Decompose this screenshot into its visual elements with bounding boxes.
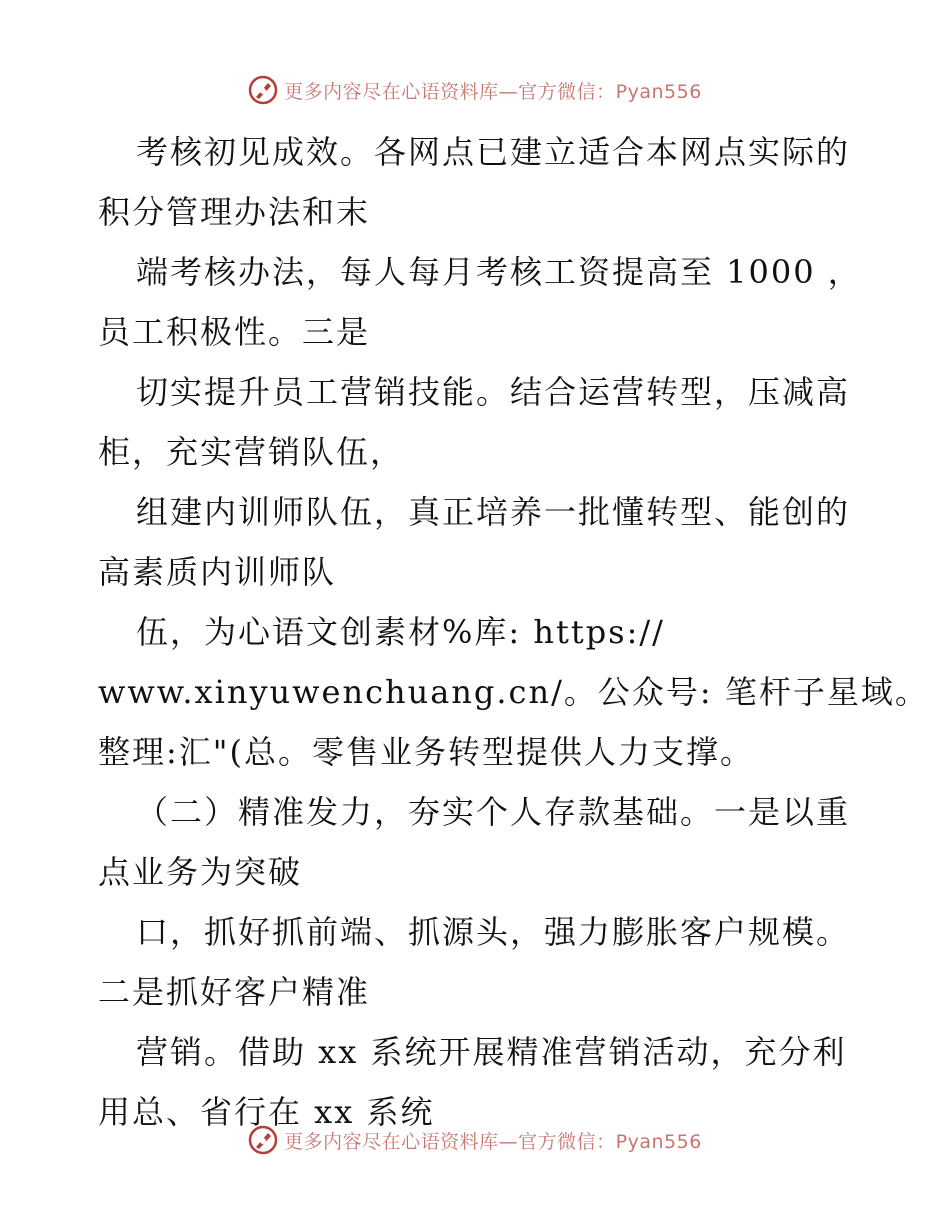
text-line: 二是抓好客户精准 — [98, 973, 371, 1011]
text-line: （二）精准发力，夯实个人存款基础。一是以重 — [136, 793, 851, 831]
text-line: 点业务为突破 — [98, 853, 303, 891]
text-line: 端考核办法，每人每月考核工资提高至 1000 ， — [136, 253, 862, 291]
quill-logo-icon — [248, 1125, 278, 1155]
text-line: 伍，为心语文创素材%库: https:// — [136, 613, 665, 651]
text-line: 积分管理办法和末 — [98, 193, 371, 231]
text-line: 考核初见成效。各网点已建立适合本网点实际的 — [136, 133, 851, 171]
text-line: 高素质内训师队 — [98, 553, 337, 591]
text-line: 营销。借助 xx 系统开展精准营销活动，充分利 — [136, 1033, 847, 1071]
text-line: 口，抓好抓前端、抓源头，强力膨胀客户规模。 — [136, 913, 851, 951]
header-banner — [0, 70, 950, 110]
text-line: www.xinyuwenchuang.cn/。公众号: 笔杆子星域。 — [98, 673, 929, 711]
text-line: 组建内训师队伍，真正培养一批懂转型、能创的 — [136, 493, 851, 531]
text-line: 柜，充实营销队伍， — [98, 433, 405, 471]
header-banner-text: 更多内容尽在心语资料库—官方微信：Pyan556 — [284, 80, 702, 103]
document-body — [98, 122, 929, 1142]
footer-banner — [0, 1120, 950, 1160]
footer-banner-text: 更多内容尽在心语资料库—官方微信：Pyan556 — [284, 1130, 702, 1153]
text-line: 切实提升员工营销技能。结合运营转型，压减高 — [136, 373, 851, 411]
text-line: 整理:汇"(总。零售业务转型提供人力支撑。 — [98, 733, 754, 771]
text-line: 员工积极性。三是 — [98, 313, 371, 351]
text-line: 用总、省行在 xx 系统 — [98, 1093, 435, 1131]
quill-logo-icon — [248, 75, 278, 105]
